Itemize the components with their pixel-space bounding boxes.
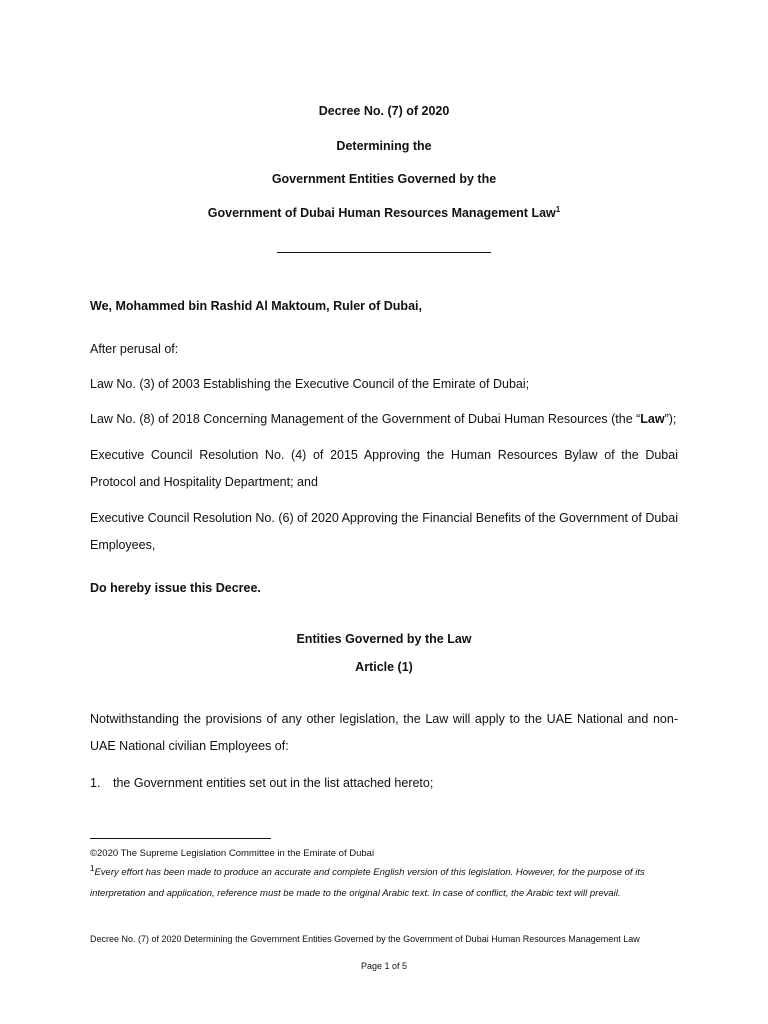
reference-4: Executive Council Resolution No. (6) of 2020 Approving the Financial Benefits of the Government of Dubai Employees, (90, 511, 678, 552)
footnote-ref-1[interactable]: 1 (555, 204, 561, 214)
page-number: Page 1 of 5 (360, 961, 408, 971)
article-1-heading: Entities Governed by the Law (296, 632, 472, 646)
reference-2-prefix: Law No. (8) of 2018 Concerning Management of the Government of Dubai Human Resources (the “ (90, 412, 641, 426)
decree-number: Decree No. (7) of 2020 (318, 104, 450, 118)
footnote-rule (90, 838, 271, 839)
after-perusal: After perusal of: (90, 342, 179, 356)
title-rule (277, 252, 491, 253)
footnote-1 (90, 862, 680, 904)
running-footer: Decree No. (7) of 2020 Determining the Government Entities Governed by the Government of Dubai Human Resources Management Law (90, 934, 640, 944)
title-line-3 (0, 206, 768, 220)
reference-3: Executive Council Resolution No. (4) of 2015 Approving the Human Resources Bylaw of the Dubai Protocol and Hospitality Department; and (90, 448, 678, 489)
issue-statement: Do hereby issue this Decree. (90, 581, 261, 595)
reference-1: Law No. (3) of 2003 Establishing the Executive Council of the Emirate of Dubai; (90, 377, 530, 391)
ruler-statement: We, Mohammed bin Rashid Al Maktoum, Ruler of Dubai, (90, 299, 422, 313)
title-line-2: Government Entities Governed by the (271, 172, 497, 186)
title-line-3-text: Government of Dubai Human Resources Management Law (207, 206, 556, 220)
reference-2 (90, 406, 678, 433)
reference-2-suffix: ”); (664, 412, 677, 426)
title-line-1: Determining the (336, 139, 432, 153)
footnote-1-text: Every effort has been made to produce an accurate and complete English version of this legislation. However, for the purpose of its interpretation and application, reference must be made to the original Arabic text. In case of conflict, the Arabic text will prevail. (90, 867, 645, 899)
footnote-1-mark: 1 (90, 863, 95, 873)
list-item (90, 770, 678, 797)
list-item-number: 1. (90, 776, 101, 790)
reference-2-defined-term: Law (640, 412, 665, 426)
article-1-number: Article (1) (355, 660, 413, 674)
article-1-intro: Notwithstanding the provisions of any other legislation, the Law will apply to the UAE National and non-UAE National civilian Employees of: (90, 712, 678, 753)
copyright-notice: ©2020 The Supreme Legislation Committee in the Emirate of Dubai (90, 848, 375, 859)
list-item-text: the Government entities set out in the list attached hereto; (113, 776, 434, 790)
